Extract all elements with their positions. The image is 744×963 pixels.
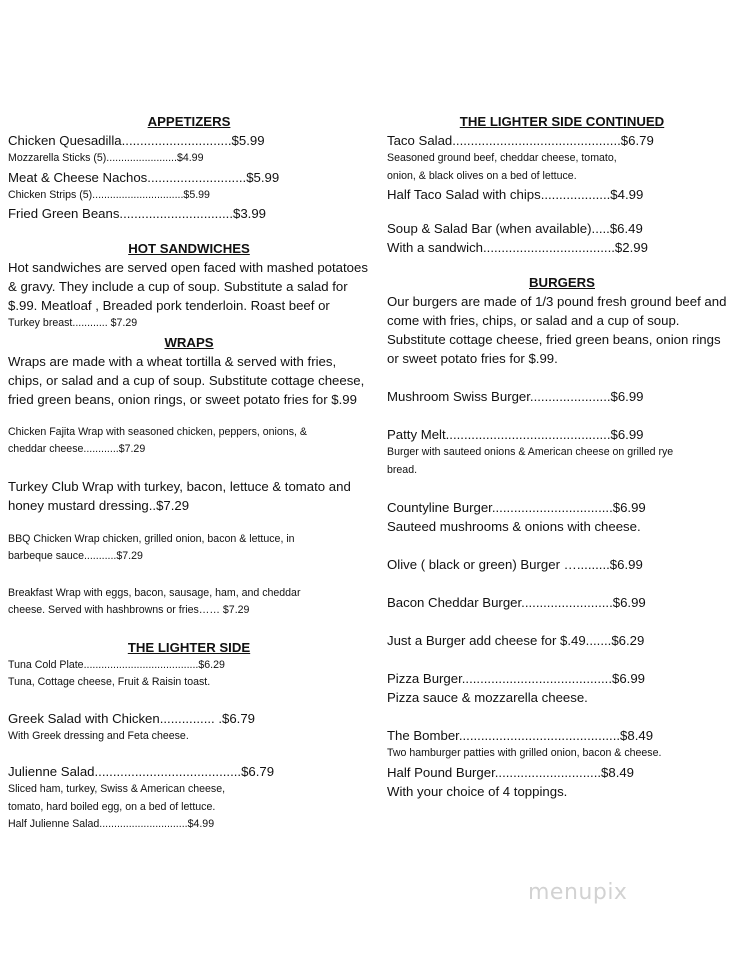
burgers-heading: BURGERS bbox=[529, 275, 595, 290]
description-line: & gravy. They include a cup of soup. Substitute a salad for bbox=[8, 279, 348, 294]
item-description: Two hamburger patties with grilled onion, bacon & cheese. bbox=[387, 747, 662, 759]
menu-item: Half Julienne Salad..............................$4.99 bbox=[8, 818, 215, 830]
menu-item: Tuna Cold Plate.......................................$6.29 bbox=[8, 658, 225, 671]
menu-item: Half Taco Salad with chips...................$4.99 bbox=[387, 187, 644, 202]
description-line: come with fries, chips, or salad and a cup of soup. bbox=[387, 313, 680, 328]
item-description: Sauteed mushrooms & onions with cheese. bbox=[387, 519, 641, 534]
description-line: Hot sandwiches are served open faced with mashed potatoes bbox=[8, 260, 368, 275]
menu-item: Chicken Quesadilla..............................$5.99 bbox=[8, 133, 265, 148]
left-column bbox=[8, 112, 370, 834]
menu-item: Chicken Strips (5)...............................$5.99 bbox=[8, 188, 210, 201]
breakfast-wrap-item bbox=[8, 585, 370, 620]
item-description: Burger with sauteed onions & American cheese on grilled rye bbox=[387, 446, 674, 458]
menu-item: Soup & Salad Bar (when available).....$6.49 bbox=[387, 221, 643, 236]
item-description: Seasoned ground beef, cheddar cheese, tomato, bbox=[387, 152, 617, 164]
menu-item: Julienne Salad........................................$6.79 bbox=[8, 764, 275, 779]
menu-item: Chicken Fajita Wrap with seasoned chicken, peppers, onions, & bbox=[8, 425, 307, 438]
description-line: or sweet potato fries for $.99. bbox=[387, 351, 558, 366]
description-line: fried green beans, onion rings, or sweet potato fries for $.99 bbox=[8, 391, 357, 407]
turkey-breast-price: $7.29 bbox=[107, 317, 138, 329]
lighter-side-section bbox=[8, 638, 370, 834]
wraps-heading: WRAPS bbox=[164, 334, 214, 350]
menu-item: Fried Green Beans...............................$3.99 bbox=[8, 206, 266, 221]
menu-item: Mozzarella Sticks (5)........................$4.99 bbox=[8, 152, 204, 164]
lighter-continued-heading: THE LIGHTER SIDE CONTINUED bbox=[459, 114, 665, 129]
turkey-breast-text: Turkey breast............ bbox=[8, 317, 108, 329]
menu-item: barbeque sauce...........$7.29 bbox=[8, 550, 143, 562]
menu-item: Greek Salad with Chicken............... .$6.79 bbox=[8, 710, 256, 726]
item-description: With Greek dressing and Feta cheese. bbox=[8, 729, 189, 742]
menu-item: Turkey Club Wrap with turkey, bacon, lettuce & tomato and bbox=[8, 478, 351, 494]
description-line: $.99. Meatloaf , Breaded pork tenderloin. Roast beef or bbox=[8, 298, 330, 313]
item-description: Tuna, Cottage cheese, Fruit & Raisin toast. bbox=[8, 676, 211, 688]
description-line: Wraps are made with a wheat tortilla & served with fries, bbox=[8, 353, 337, 369]
menu-item: Patty Melt.............................................$6.99 bbox=[387, 427, 644, 442]
menu-item: Olive ( black or green) Burger ….........$6.99 bbox=[387, 557, 643, 572]
description-line bbox=[8, 315, 370, 333]
menu-item: Breakfast Wrap with eggs, bacon, sausage, ham, and cheddar bbox=[8, 586, 301, 599]
item-description: onion, & black olives on a bed of lettuce. bbox=[387, 169, 577, 182]
menu-item: honey mustard dressing..$7.29 bbox=[8, 497, 190, 513]
menu-item: Bacon Cheddar Burger.........................$6.99 bbox=[387, 595, 646, 610]
menu-item: Just a Burger add cheese for $.49.......$6.29 bbox=[387, 633, 645, 648]
item-description: tomato, hard boiled egg, on a bed of lettuce. bbox=[8, 800, 216, 813]
menu-item: Half Pound Burger.............................$8.49 bbox=[387, 764, 635, 780]
menu-item: cheese. Served with hashbrowns or fries…… $7.29 bbox=[8, 604, 250, 616]
appetizers-section bbox=[8, 112, 370, 223]
menu-item: Pizza Burger.........................................$6.99 bbox=[387, 671, 645, 686]
menu-item: With a sandwich....................................$2.99 bbox=[387, 240, 648, 255]
item-description: Sliced ham, turkey, Swiss & American cheese, bbox=[8, 783, 226, 795]
hot-sandwiches-section bbox=[8, 239, 370, 333]
appetizers-heading: APPETIZERS bbox=[147, 114, 231, 129]
menupix-watermark: menupix bbox=[528, 880, 628, 905]
menu-item: Countyline Burger.................................$6.99 bbox=[387, 500, 646, 515]
menu-item: The Bomber............................................$8.49 bbox=[387, 728, 654, 743]
right-column bbox=[387, 112, 737, 801]
hot-sandwiches-heading: HOT SANDWICHES bbox=[128, 241, 250, 256]
menu-item: BBQ Chicken Wrap chicken, grilled onion, bacon & lettuce, in bbox=[8, 532, 295, 545]
menu-item: Mushroom Swiss Burger......................$6.99 bbox=[387, 389, 644, 404]
fajita-wrap-item bbox=[8, 424, 370, 459]
burgers-section bbox=[387, 273, 737, 801]
turkey-club-wrap-item bbox=[8, 477, 370, 515]
description-line: Our burgers are made of 1/3 pound fresh ground beef and bbox=[387, 294, 727, 309]
wraps-section bbox=[8, 333, 370, 620]
menu-item: Meat & Cheese Nachos...........................$5.99 bbox=[8, 169, 280, 185]
description-line: chips, or salad and a cup of soup. Substitute cottage cheese, bbox=[8, 372, 365, 388]
description-line: Substitute cottage cheese, fried green beans, onion rings bbox=[387, 332, 721, 347]
item-description: With your choice of 4 toppings. bbox=[387, 783, 568, 799]
menu-item: Taco Salad..............................................$6.79 bbox=[387, 133, 654, 148]
lighter-side-heading: THE LIGHTER SIDE bbox=[127, 639, 251, 655]
lighter-continued-section bbox=[387, 112, 737, 257]
item-description: Pizza sauce & mozzarella cheese. bbox=[387, 690, 588, 705]
item-description: bread. bbox=[387, 463, 418, 476]
menu-item: cheddar cheese............$7.29 bbox=[8, 443, 146, 455]
bbq-wrap-item bbox=[8, 531, 370, 566]
